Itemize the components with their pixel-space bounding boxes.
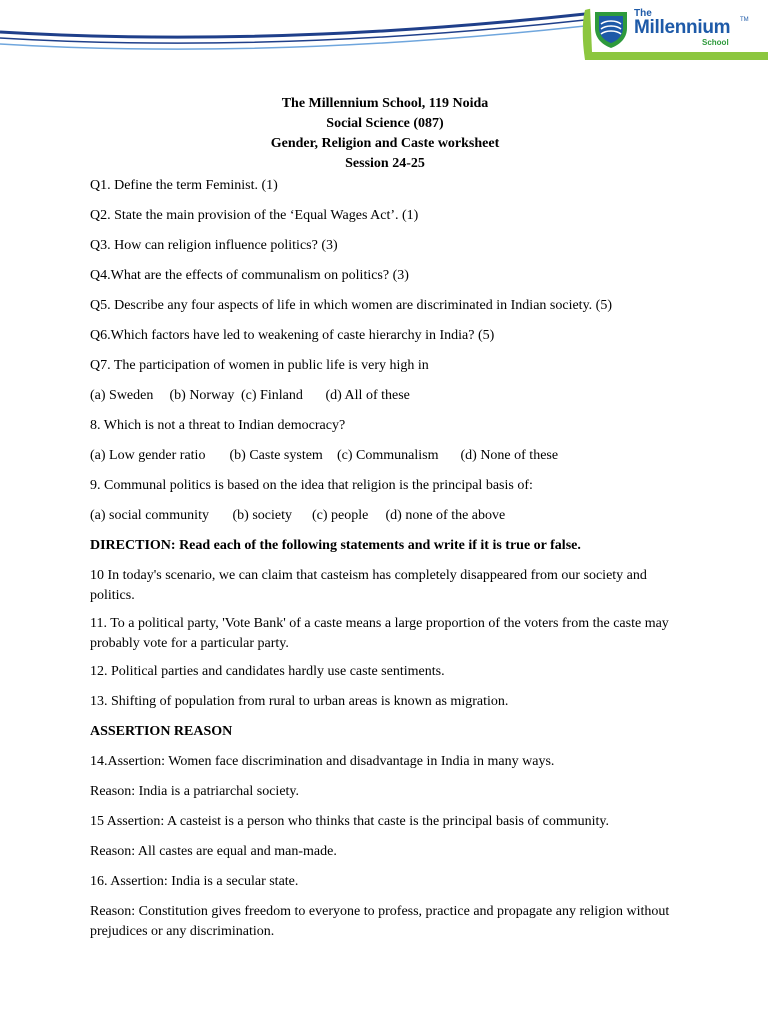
logo-tm-text: TM — [740, 17, 749, 23]
question-10: 10 In today's scenario, we can claim that casteism has completely disappeared from our society and politics. — [90, 568, 647, 603]
question-12: 12. Political parties and candidates hardly use caste sentiments. — [90, 664, 445, 679]
question-7-options — [90, 386, 680, 406]
direction-heading: DIRECTION: Read each of the following statements and write if it is true or false. — [90, 538, 581, 553]
option-c: (c) Finland — [241, 388, 303, 403]
session-heading: Session 24-25 — [345, 156, 425, 171]
shield-emblem-icon — [592, 8, 630, 48]
option-b: (b) society — [232, 508, 292, 523]
question-13: 13. Shifting of population from rural to urban areas is known as migration. — [90, 694, 509, 709]
option-d: (d) All of these — [325, 388, 410, 403]
option-d: (d) None of these — [460, 448, 559, 463]
worksheet-body — [90, 94, 680, 942]
question-14-assertion: 14.Assertion: Women face discrimination and disadvantage in India in many ways. — [90, 754, 555, 769]
option-c: (c) people — [312, 508, 369, 523]
question-8-options — [90, 446, 680, 466]
question-5: Q5. Describe any four aspects of life in which women are discriminated in Indian society. (5) — [90, 298, 612, 313]
question-9: 9. Communal politics is based on the idea that religion is the principal basis of: — [90, 478, 533, 493]
question-4: Q4.What are the effects of communalism on politics? (3) — [90, 268, 409, 283]
question-11: 11. To a political party, 'Vote Bank' of a caste means a large proportion of the voters from the caste may probably vote for a particular party. — [90, 616, 669, 651]
question-16-reason: Reason: Constitution gives freedom to everyone to profess, practice and propagate any religion without prejudices or any discrimination. — [90, 904, 670, 939]
subject-heading: Social Science (087) — [326, 116, 444, 131]
question-2: Q2. State the main provision of the ‘Equal Wages Act’. (1) — [90, 208, 419, 223]
worksheet-title: Gender, Religion and Caste worksheet — [270, 136, 500, 151]
question-7: Q7. The participation of women in public life is very high in — [90, 358, 429, 373]
option-a: (a) social community — [90, 508, 209, 523]
question-15-reason: Reason: All castes are equal and man-made. — [90, 844, 337, 859]
option-b: (b) Caste system — [229, 448, 323, 463]
school-logo — [592, 8, 752, 48]
option-a: (a) Low gender ratio — [90, 448, 206, 463]
option-d: (d) none of the above — [385, 508, 506, 523]
assertion-reason-heading: ASSERTION REASON — [90, 724, 233, 739]
logo-name-text: Millennium — [634, 17, 731, 38]
question-16-assertion: 16. Assertion: India is a secular state. — [90, 874, 299, 889]
question-15-assertion: 15 Assertion: A casteist is a person who thinks that caste is the principal basis of community. — [90, 814, 609, 829]
option-c: (c) Communalism — [337, 448, 439, 463]
question-6: Q6.Which factors have led to weakening of caste hierarchy in India? (5) — [90, 328, 495, 343]
option-a: (a) Sweden — [90, 388, 154, 403]
question-3: Q3. How can religion influence politics? (3) — [90, 238, 338, 253]
logo-school-text: School — [702, 38, 729, 47]
question-8: 8. Which is not a threat to Indian democracy? — [90, 418, 346, 433]
logo-the-text: The — [634, 8, 652, 19]
option-b: (b) Norway — [169, 388, 235, 403]
school-name-heading: The Millennium School, 119 Noida — [281, 96, 489, 111]
question-9-options — [90, 506, 680, 526]
question-14-reason: Reason: India is a patriarchal society. — [90, 784, 300, 799]
question-1: Q1. Define the term Feminist. (1) — [90, 178, 278, 193]
